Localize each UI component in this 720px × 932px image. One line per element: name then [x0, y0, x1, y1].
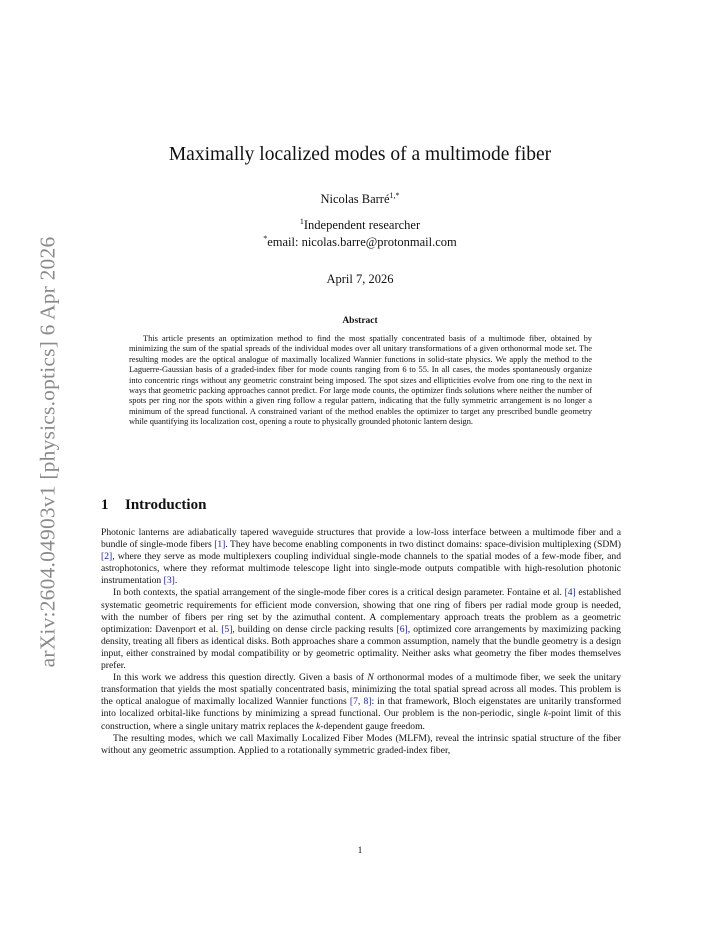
text-run: The resulting modes, which we call Maximally Localized Fiber Modes (MLFM), reveal the intrinsic spatial structure of the fiber without any geometric assumption. Applied to a rotationally symmetric graded-index fiber, — [101, 732, 621, 756]
citation-link[interactable]: [6] — [396, 623, 408, 635]
publication-date: April 7, 2026 — [326, 272, 394, 286]
section-title: Introduction — [125, 497, 207, 513]
section-heading — [101, 497, 206, 514]
text-run: . — [174, 575, 178, 587]
citation-link[interactable]: [7, — [349, 696, 361, 708]
citation-link[interactable]: [2] — [101, 551, 113, 563]
text-run: In this work we address this question directly. Given a basis of — [113, 672, 368, 684]
affiliation-mark: 1 — [299, 217, 304, 226]
page-number: 1 — [357, 846, 363, 856]
paragraph-1 — [101, 527, 621, 587]
citation-link[interactable]: [4] — [564, 587, 576, 599]
citation-link[interactable]: [5] — [221, 623, 233, 635]
math-variable: N — [367, 672, 374, 684]
citation-link[interactable]: [3] — [163, 575, 175, 587]
paragraph-3 — [101, 672, 621, 732]
paper-title: Maximally localized modes of a multimode fiber — [168, 144, 552, 165]
email-text: email: nicolas.barre@protonmail.com — [267, 235, 457, 249]
arxiv-identifier-stamp: arXiv:2604.04903v1 [physics.optics] 6 Apr 2026 — [35, 236, 60, 668]
section-number: 1 — [101, 497, 109, 513]
author-affiliation-marks: 1,* — [389, 191, 400, 200]
citation-link[interactable]: 8] — [363, 696, 372, 708]
author-line — [0, 191, 720, 207]
math-variable: k — [543, 708, 548, 720]
email-line — [0, 234, 720, 250]
body-text — [101, 527, 621, 757]
citation-link[interactable]: [1] — [214, 539, 226, 551]
text-run: , optimized core arrangements by maximizing packing density, treating all fibers as identical disks. Both approaches share a common assumption, namely that the bundle geometry is a design input, either constrained by modal compatibility or by geometric optimality. Neither asks what geometry the fiber modes themselves prefer. — [101, 623, 621, 672]
author-name: Nicolas Barré — [320, 192, 390, 206]
text-run: , building on dense circle packing results — [232, 623, 397, 635]
text-run: orthonormal modes of a multimode fiber, we seek the unitary transformation that yields the most spatially concentrated basis, minimizing the total spatial spread across all modes. This problem is the optical analogue of maximally localized Wannier functions — [101, 672, 622, 708]
email-mark: * — [263, 234, 268, 243]
abstract-heading: Abstract — [342, 316, 378, 326]
affiliation-line — [0, 217, 720, 233]
text-run: . They have become enabling components in two distinct domains: space-division multiplexing (SDM) — [225, 539, 621, 551]
abstract-body: This article presents an optimization method to find the most spatially concentrated basis of a multimode fiber, obtained by minimizing the sum of the spatial spreads of the individual modes over all unitary transformations of a given orthonormal mode set. The resulting modes are the optical analogue of maximally localized Wannier functions in solid-state physics. We apply the method to the Laguerre-Gaussian basis of a graded-index fiber for mode counts ranging from 6 to 55. In all cases, the modes spontaneously organize into concentric rings without any geometric constraint being imposed. The spot sizes and ellipticities evolve from one ring to the next in ways that geometric packing approaches cannot predict. For large mode counts, the optimizer finds solutions where neither the number of spots per ring nor the spots within a given ring follow a regular pattern, indicating that the fully symmetric arrangement is no longer a minimum of the spread functional. A constrained variant of the method enables the optimizer to target any prescribed bundle geometry while quantifying its localization cost, opening a route to physically grounded photonic lantern design. — [129, 334, 592, 427]
text-run: , where they serve as mode multiplexers coupling individual single-mode channels to the spatial modes of a few-mode fiber, and astrophotonics, where they reformat multimode telescope light into single-mode outputs compatible with high-resolution photonic instrumentation — [101, 551, 621, 587]
affiliation-text: Independent researcher — [303, 218, 421, 232]
text-run: In both contexts, the spatial arrangement of the single-mode fiber cores is a critical design parameter. Fontaine et al. — [113, 587, 565, 599]
text-run: established systematic geometric requirements for efficient mode conversion, showing that one ring of fibers per radial mode group is needed, with the number of fibers per ring set by the azimuthal content. A complementary approach treats the problem as a geometric optimization: Davenport et al. — [101, 587, 621, 635]
text-run: -dependent gauge freedom. — [320, 720, 425, 732]
math-variable: k — [315, 720, 321, 732]
paragraph-2 — [101, 587, 621, 672]
text-run: Photonic lanterns are adiabatically tapered waveguide structures that provide a low-loss interface between a multimode fiber and a bundle of single-mode fibers — [101, 527, 621, 551]
text-run: -point limit of this construction, where a single unitary matrix replaces the — [101, 708, 621, 732]
paragraph-4 — [101, 733, 621, 757]
text-run: : in that framework, Bloch eigenstates are unitarily transformed into localized orbital-like functions by minimizing a spread functional. Our problem is the non-periodic, single — [101, 696, 622, 720]
